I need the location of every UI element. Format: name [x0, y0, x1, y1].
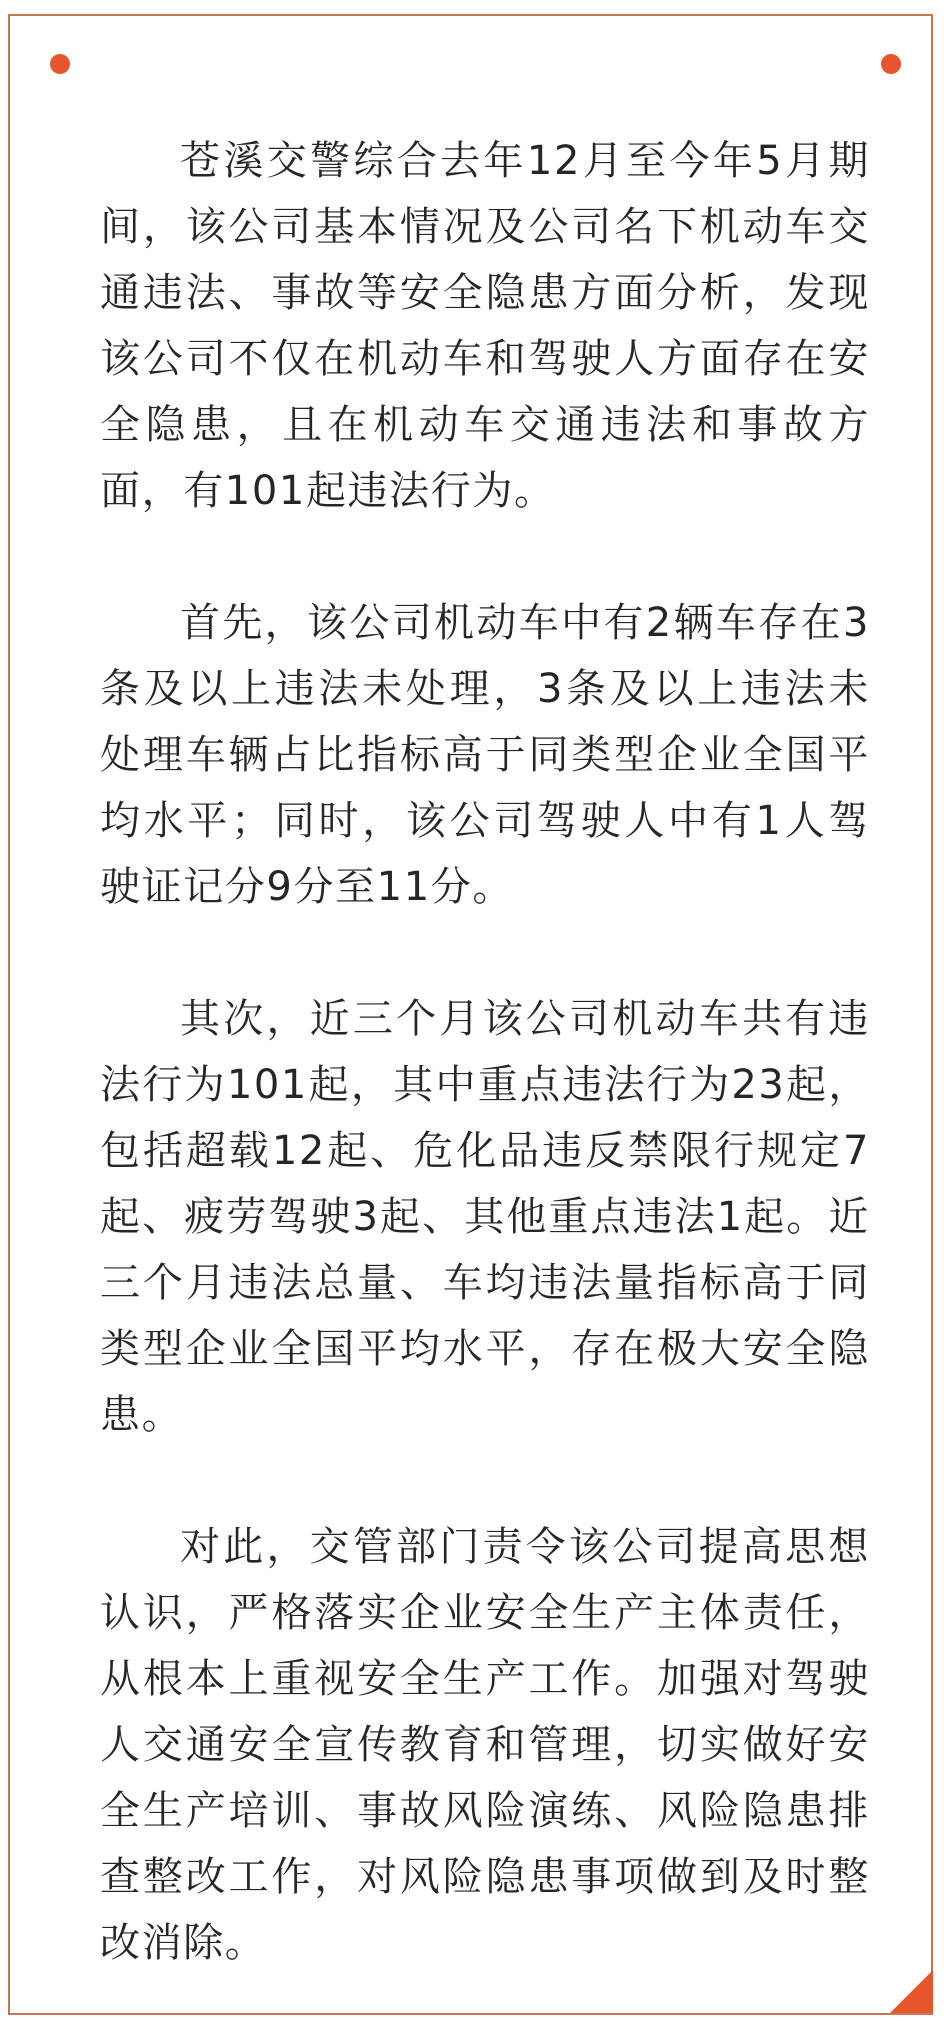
paragraph-2: 首先，该公司机动车中有2辆车存在3条及以上违法未处理，3条及以上违法未处理车辆占比指标高于同类型企业全国平均水平；同时，该公司驾驶人中有1人驾驶证记分9分至11分。 — [100, 600, 870, 910]
paragraph-3: 其次，近三个月该公司机动车共有违法行为101起，其中重点违法行为23起，包括超载12起、危化品违反禁限行规定7起、疲劳驾驶3起、其他重点违法1起。近三个月违法总量、车均违法量指标高于同类型企业全国平均水平，存在极大安全隐患。 — [100, 996, 870, 1438]
folded-corner-decoration — [890, 1970, 933, 2013]
decorative-dot-left — [50, 54, 70, 74]
paragraph-4: 对此，交管部门责令该公司提高思想认识，严格落实企业安全生产主体责任，从根本上重视安全生产工作。加强对驾驶人交通安全宣传教育和管理，切实做好安全生产培训、事故风险演练、风险隐患排查整改工作，对风险隐患事项做到及时整改消除。 — [100, 1524, 870, 1966]
article-body — [100, 128, 870, 1976]
decorative-dot-right — [881, 54, 901, 74]
article-card — [8, 14, 933, 2015]
paragraph-1: 苍溪交警综合去年12月至今年5月期间，该公司基本情况及公司名下机动车交通违法、事故等安全隐患方面分析，发现该公司不仅在机动车和驾驶人方面存在安全隐患，且在机动车交通违法和事故方面，有101起违法行为。 — [100, 138, 870, 514]
